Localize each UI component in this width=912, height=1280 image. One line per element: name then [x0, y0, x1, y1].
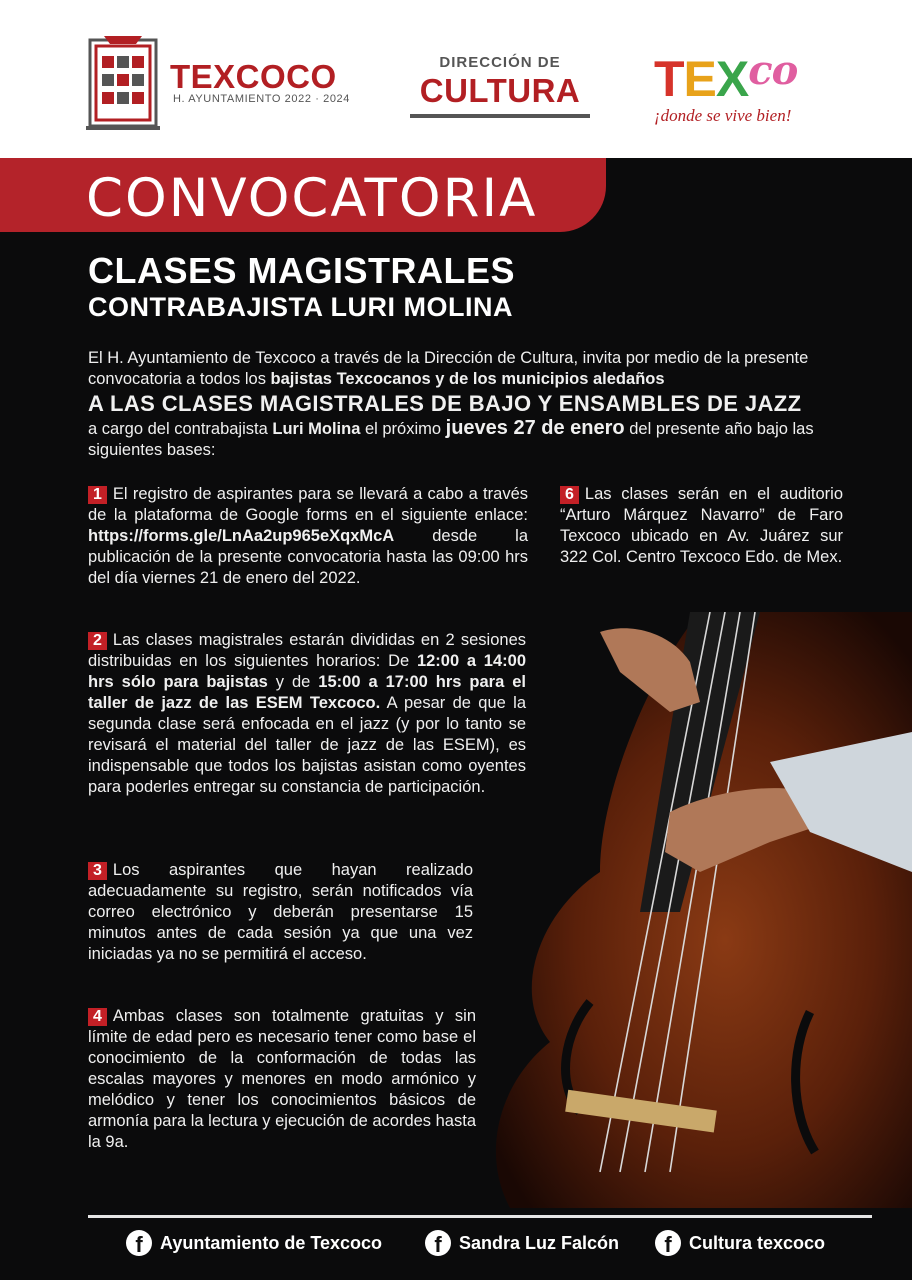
facebook-icon: f — [126, 1230, 152, 1256]
logo-title: TEXCOCO — [170, 58, 337, 95]
social-label: Sandra Luz Falcón — [459, 1232, 620, 1253]
base-number: 2 — [88, 632, 107, 650]
logo-subtitle: H. AYUNTAMIENTO 2022 · 2024 — [173, 93, 350, 105]
texcoco-shield-logo — [84, 30, 162, 132]
intro-paragraph: El H. Ayuntamiento de Texcoco a través de la Dirección de Cultura, invita por medio de la presente convocatoria a todos los bajistas Texcocanos y de los municipios aledaños A LAS CLASES MAGISTRALES DE BAJO Y ENSAMBLES DE JAZZ a cargo del contrabajista Luri Molina el próximo jueves 27 de enero del presente año bajo las siguientes bases: — [88, 348, 846, 461]
base-2: 2 Las clases magistrales estarán divididas en 2 sesiones distribuidas en los siguientes horarios: De 12:00 a 14:00 hrs sólo para bajistas y de 15:00 a 17:00 hrs para el taller de jazz de las ESEM Texcoco. A pesar de que la segunda clase será enfocada en el jazz (y por lo tanto se revisará el material del taller de jazz de las ESEM), es indispensable que todos los bajistas asistan como oyentes para poderles entregar su constancia de participación. — [88, 631, 526, 796]
base-6: 6 Las clases serán en el auditorio “Arturo Márquez Navarro” de Faro Texcoco ubicado en Av. Juárez sur 322 Col. Centro Texcoco Edo. de Mex. — [560, 485, 843, 566]
social-label: Ayuntamiento de Texcoco — [160, 1232, 383, 1253]
base-number: 3 — [88, 862, 107, 880]
main-title: CLASES MAGISTRALES — [88, 250, 516, 291]
divider — [410, 114, 590, 118]
base-3: 3 Los aspirantes que hayan realizado adecuadamente su registro, serán notificados vía correo electrónico y deberán presentarse 15 minutos antes de cada sesión ya que una vez iniciadas ya no se permitirá el acceso. — [88, 861, 473, 963]
facebook-link-sandra[interactable] — [425, 1230, 619, 1256]
banner-title: CONVOCATORIA — [86, 168, 538, 229]
direccion-cultura-logo — [410, 54, 590, 118]
intro-headline: A LAS CLASES MAGISTRALES DE BAJO Y ENSAMBLES DE JAZZ — [88, 391, 802, 416]
facebook-link-ayuntamiento[interactable] — [126, 1230, 382, 1256]
footer-divider — [88, 1215, 872, 1218]
brand-word: $TEX^{co}$ — [654, 47, 798, 107]
base-4: 4 Ambas clases son totalmente gratuitas y sin límite de edad pero es necesario tener como base el conocimiento de la conformación de todas las escalas mayores y menores en modo armónico y melódico y tener los conocimientos básicos de armonía para la lectura y ejecución de acordes hasta la 9a. — [88, 1007, 476, 1151]
base-number: 1 — [88, 486, 107, 504]
facebook-link-cultura[interactable] — [655, 1230, 825, 1256]
facebook-icon: f — [655, 1230, 681, 1256]
event-date: jueves 27 de enero — [445, 417, 625, 439]
dept-main: CULTURA — [419, 72, 581, 109]
base-number: 6 — [560, 486, 579, 504]
registration-link[interactable]: https://forms.gle/LnAa2up965eXqxMcA — [88, 527, 395, 545]
header — [0, 0, 912, 158]
base-1: 1 El registro de aspirantes para se llevará a cabo a través de la plataforma de Google forms en el siguiente enlace: https://forms.gle/LnAa2up965eXqxMcA desde la publicación de la presente convocatoria hasta las 09:00 hrs del día viernes 21 de enero del 2022. — [88, 485, 528, 587]
dept-top: DIRECCIÓN DE — [410, 54, 590, 71]
subtitle: CONTRABAJISTA LURI MOLINA — [88, 292, 513, 322]
social-label: Cultura texcoco — [689, 1232, 826, 1253]
facebook-icon: f — [425, 1230, 451, 1256]
base-number: 4 — [88, 1008, 107, 1026]
texcoco-brand-logo — [654, 48, 844, 132]
brand-tagline: ¡donde se vive bien! — [654, 106, 792, 125]
double-bass-photo — [470, 612, 912, 1208]
